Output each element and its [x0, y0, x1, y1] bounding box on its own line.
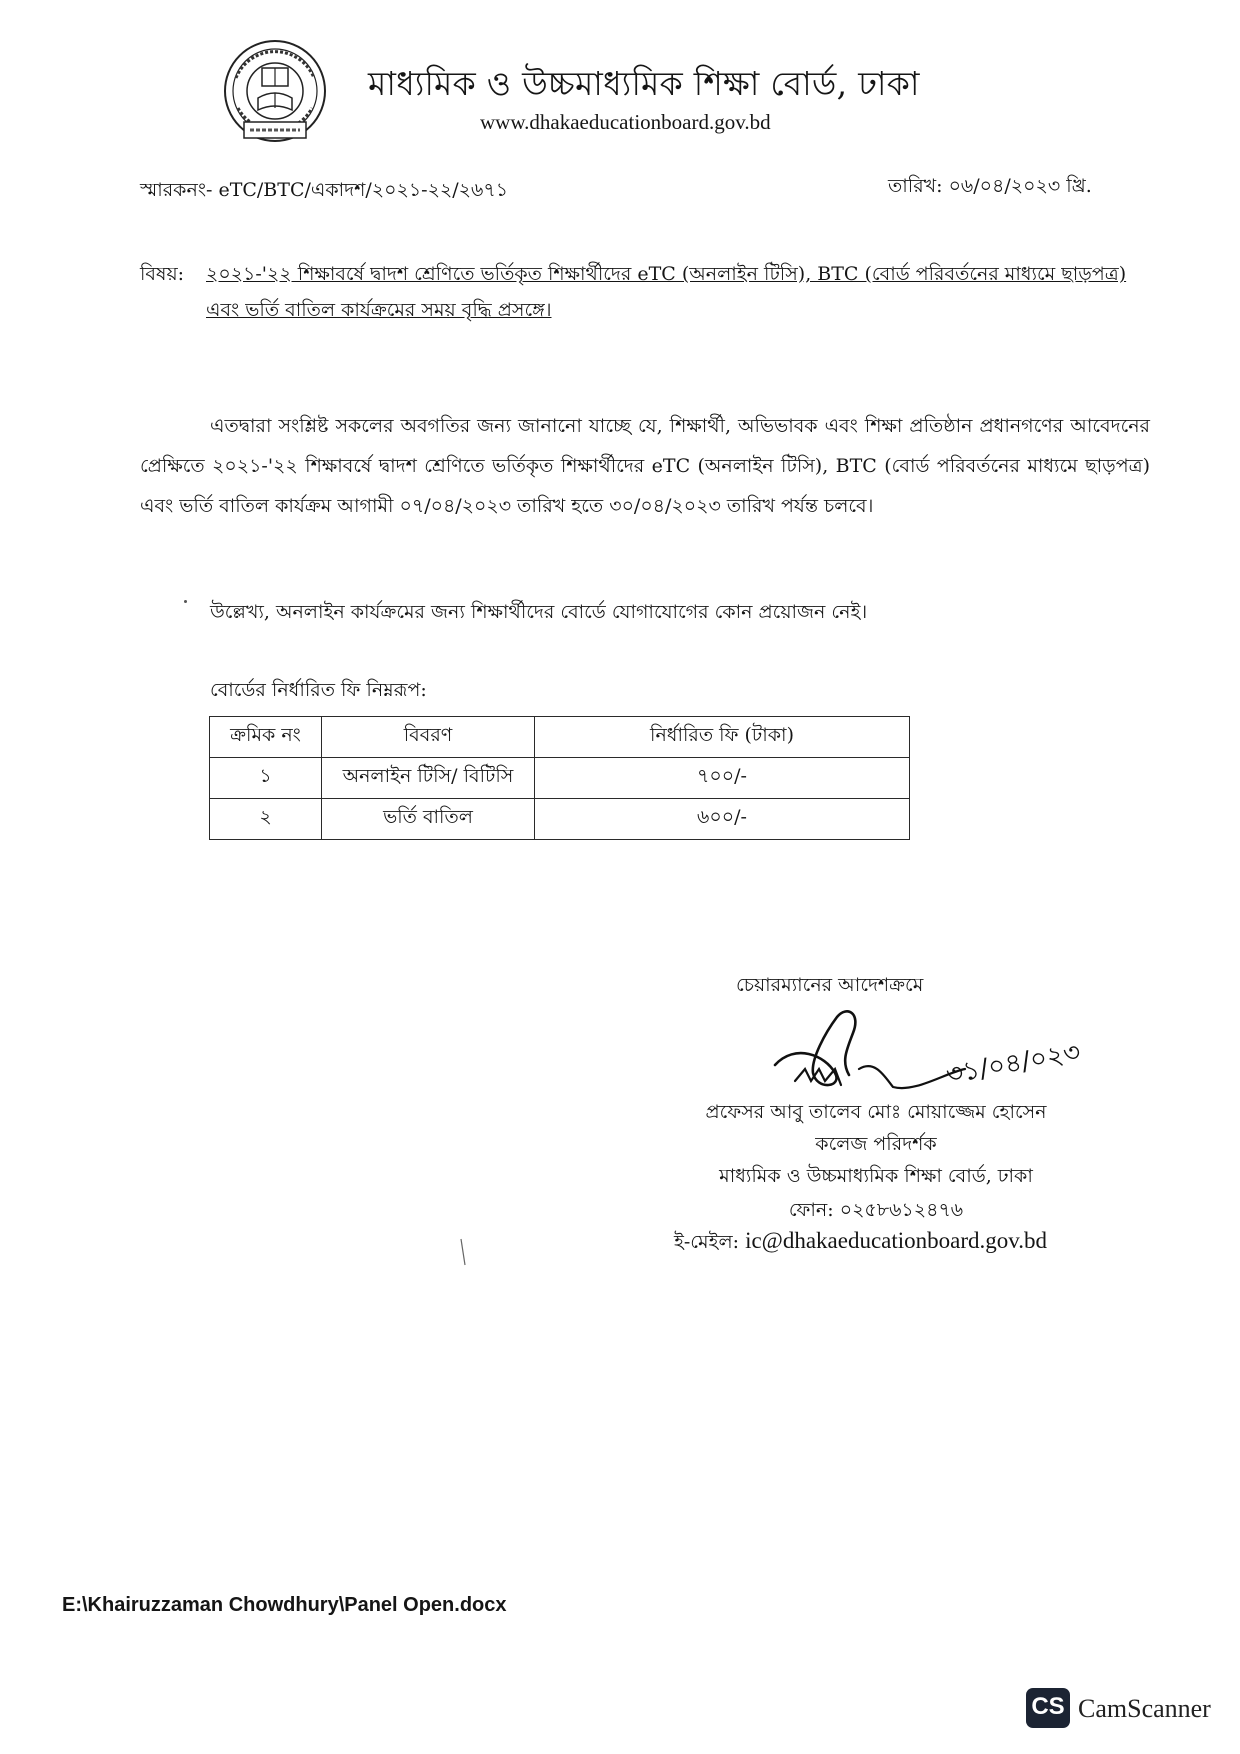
email-label: ই-মেইল:: [674, 1231, 740, 1253]
table-row: [210, 758, 910, 799]
email-address: ic@dhakaeducationboard.gov.bd: [745, 1228, 1048, 1253]
camscanner-logo-icon: [1026, 1688, 1070, 1728]
subject-line: [140, 256, 1150, 328]
fee-amount: ৬০০/-: [535, 799, 910, 840]
fee-table: [209, 716, 910, 840]
signatory-email: [674, 1228, 1047, 1260]
signatory-designation: কলেজ পরিদর্শক: [815, 1133, 937, 1155]
fee-description: ভর্তি বাতিল: [322, 799, 535, 840]
signatory-office: মাধ্যমিক ও উচ্চমাধ্যমিক শিক্ষা বোর্ড, ঢাকা: [719, 1165, 1033, 1187]
handwritten-signature: [765, 1003, 1095, 1111]
signatory-phone: ফোন: ০২৫৮৬১২৪৭৬: [788, 1199, 964, 1221]
scan-stroke-mark: [460, 1238, 466, 1266]
scan-speck: [184, 600, 187, 603]
fee-col-description: বিবরণ: [322, 717, 535, 758]
board-title: মাধ্যমিক ও উচ্চমাধ্যমিক শিক্ষা বোর্ড, ঢাকা: [368, 64, 920, 103]
fee-heading: বোর্ডের নির্ধারিত ফি নিম্নরূপ:: [210, 679, 427, 701]
fee-description: অনলাইন টিসি/ বিটিসি: [322, 758, 535, 799]
subject-label: বিষয়:: [140, 263, 185, 285]
camscanner-label: CamScanner: [1078, 1694, 1211, 1723]
subject-text: ২০২১-'২২ শিক্ষাবর্ষে দ্বাদশ শ্রেণিতে ভর্তিকৃত শিক্ষার্থীদের eTC (অনলাইন টিসি), BTC (বোর্ড পরিবর্তনের মাধ্যমে ছাড়পত্র) এবং ভর্তি বাতিল কার্যক্রমের সময় বৃদ্ধি প্রসঙ্গে।: [206, 263, 1127, 321]
fee-table-header-row: [210, 717, 910, 758]
table-row: [210, 799, 910, 840]
issue-date: তারিখ: ০৬/০৪/২০২৩ খ্রি.: [888, 175, 1092, 197]
camscanner-badge-text: CS: [1031, 1693, 1065, 1720]
fee-col-amount: নির্ধারিত ফি (টাকা): [535, 717, 910, 758]
fee-amount: ৭০০/-: [535, 758, 910, 799]
board-website: www.dhakaeducationboard.gov.bd: [480, 110, 771, 134]
order-line: চেয়ারম্যানের আদেশক্রমে: [736, 974, 924, 996]
body-paragraph-1: এতদ্বারা সংশ্লিষ্ট সকলের অবগতির জন্য জানানো যাচ্ছে যে, শিক্ষার্থী, অভিভাবক এবং শিক্ষা প্রতিষ্ঠান প্রধানগণের আবেদনের প্রেক্ষিতে ২০২১-'২২ শিক্ষাবর্ষে দ্বাদশ শ্রেণিতে ভর্তিকৃত শিক্ষার্থীদের eTC (অনলাইন টিসি), BTC (বোর্ড পরিবর্তনের মাধ্যমে ছাড়পত্র) এবং ভর্তি বাতিল কার্যক্রম আগামী ০৭/০৪/২০২৩ তারিখ হতে ৩০/০৪/২০২৩ তারিখ পর্যন্ত চলবে।: [140, 415, 1150, 517]
board-seal-logo: [222, 38, 328, 144]
memo-number: স্মারকনং- eTC/BTC/একাদশ/২০২১-২২/২৬৭১: [140, 179, 509, 201]
signature-date: ৩১/০৪/০২৩: [943, 1037, 1083, 1091]
fee-serial: ১: [210, 758, 322, 799]
fee-serial: ২: [210, 799, 322, 840]
body-paragraph-2: উল্লেখ্য, অনলাইন কার্যক্রমের জন্য শিক্ষার্থীদের বোর্ডে যোগাযোগের কোন প্রয়োজন নেই।: [210, 601, 868, 623]
signatory-name: প্রফেসর আবু তালেব মোঃ মোয়াজ্জেম হোসেন: [705, 1101, 1047, 1123]
file-path-footer: E:\Khairuzzaman Chowdhury\Panel Open.docx: [62, 1594, 507, 1616]
fee-col-serial: ক্রমিক নং: [210, 717, 322, 758]
